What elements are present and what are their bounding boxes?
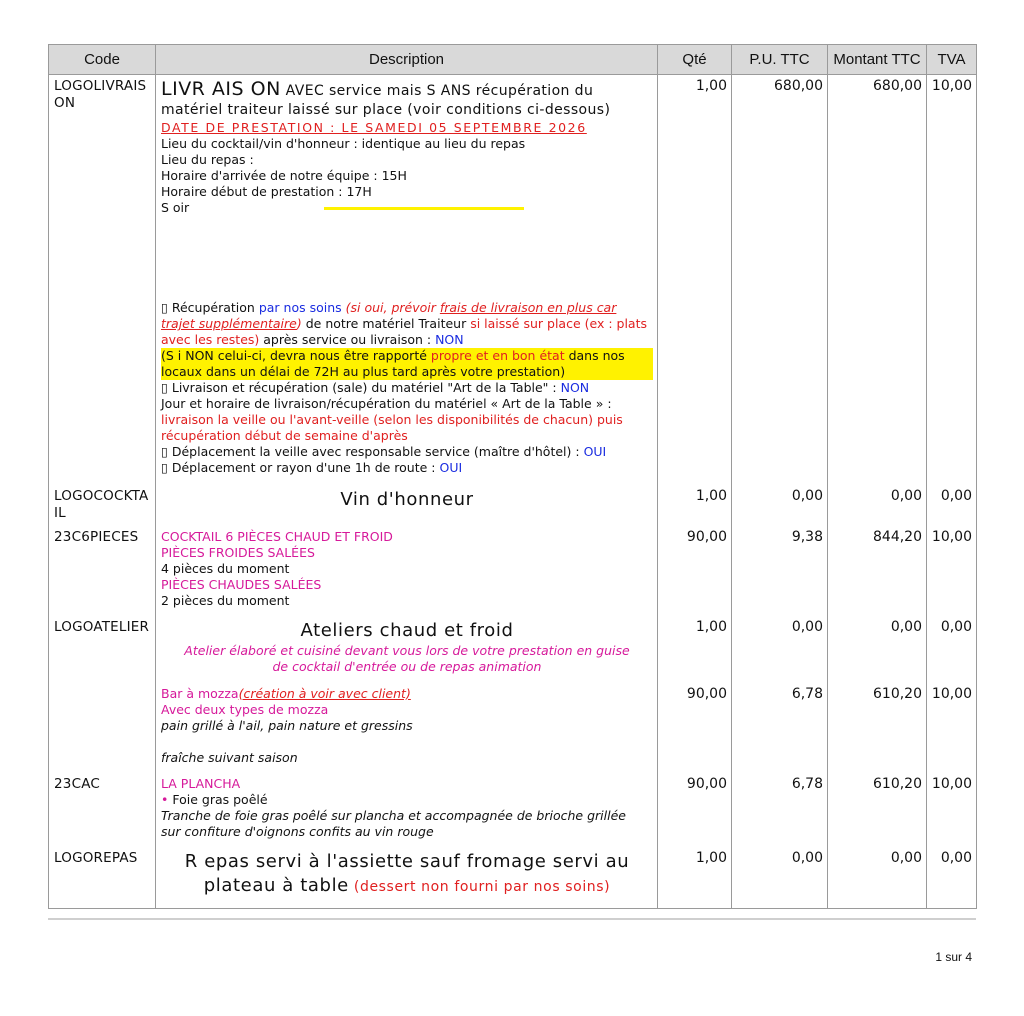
cold-pieces-title: PIÈCES FROIDES SALÉES [161, 544, 315, 560]
table-row [49, 847, 977, 909]
return-text: (S i NON celui-ci, devra nous être rapporté [161, 348, 431, 363]
row-tva: 0,00 [927, 485, 977, 526]
row-qty: 1,00 [658, 485, 732, 526]
table-row [49, 683, 977, 773]
row-description [156, 773, 658, 847]
row-tva: 10,00 [927, 526, 977, 616]
return-delay: dans nos locaux dans un délai de 72H au plus tard après votre prestation) [161, 348, 625, 379]
row-code: LOGOATELIER [49, 616, 156, 683]
travel-radius-answer: OUI [439, 460, 463, 475]
row-qty: 90,00 [658, 773, 732, 847]
row-code: 23CAC [49, 773, 156, 847]
delivery-title: LIVR AIS ON [161, 78, 281, 100]
row-description [156, 616, 658, 683]
row-code: LOGOREPAS [49, 847, 156, 909]
recovery-conditions [161, 300, 653, 348]
mozza-season: fraîche suivant saison [161, 749, 298, 765]
repas-title2: plateau à table [203, 874, 349, 896]
row-description [156, 75, 658, 485]
cocktail-location: Lieu du cocktail/vin d'honneur : identique au lieu du repas [161, 136, 526, 151]
row-description [156, 485, 658, 526]
row-qty: 90,00 [658, 526, 732, 616]
page-indicator: 1 sur 4 [935, 950, 972, 964]
header-description: Description [156, 45, 658, 75]
ateliers-title: Ateliers chaud et froid [300, 619, 514, 641]
header-tva: TVA [927, 45, 977, 75]
delivery-schedule: Jour et horaire de livraison/récupération du matériel « Art de la Table » : [161, 396, 612, 411]
table-row [49, 75, 977, 485]
row-description [156, 683, 658, 773]
mozza-title: Bar à mozza [161, 685, 239, 701]
recovery-text: ▯ Récupération [161, 300, 259, 315]
row-tva: 10,00 [927, 773, 977, 847]
travel-eve: ▯ Déplacement la veille avec responsable service (maître d'hôtel) : [161, 444, 584, 459]
row-description [156, 526, 658, 616]
quote-table [48, 44, 977, 909]
row-amount: 610,20 [828, 683, 927, 773]
row-tva: 0,00 [927, 847, 977, 909]
footer-divider [48, 918, 976, 920]
recovery-answer: NON [435, 332, 464, 347]
plancha-item: Foie gras poêlé [172, 791, 268, 807]
header-amount: Montant TTC [828, 45, 927, 75]
evening-label: S oir [161, 200, 190, 215]
mozza-types: Avec deux types de mozza [161, 701, 329, 717]
cocktail-pieces-title: COCKTAIL 6 PIÈCES CHAUD ET FROID [161, 528, 393, 544]
recovery-fees: frais de livraison en plus car trajet supplémentaire [161, 300, 617, 331]
recovery-by-us: par nos soins [258, 300, 342, 315]
hot-pieces-title: PIÈCES CHAUDES SALÉES [161, 576, 322, 592]
delivery-title-rest: AVEC service mais S ANS récupération du [280, 83, 594, 99]
row-code: 23C6PIECES [49, 526, 156, 616]
cocktail-title: Vin d'honneur [340, 488, 474, 510]
row-unit-price: 9,38 [732, 526, 828, 616]
row-amount: 0,00 [828, 485, 927, 526]
plancha-detail: Tranche de foie gras poêlé sur plancha et accompagnée de brioche grillée [161, 807, 626, 823]
row-unit-price: 680,00 [732, 75, 828, 485]
header-qty: Qté [658, 45, 732, 75]
row-tva: 10,00 [927, 683, 977, 773]
row-qty: 90,00 [658, 683, 732, 773]
return-clean: propre et en bon état [430, 348, 565, 363]
table-art-answer: NON [560, 380, 590, 395]
delivery-schedule-detail: livraison la veille ou l'avant-veille (selon les disponibilités de chacun) puis récupération début de semaine d'après [161, 412, 623, 443]
prestation-date: DATE DE PRESTATION : LE SAMEDI 05 SEPTEMBRE 2026 [161, 120, 587, 135]
row-unit-price: 0,00 [732, 616, 828, 683]
recovery-if-left: si laissé sur place (ex : plats avec les restes) [161, 316, 647, 347]
row-tva: 10,00 [927, 75, 977, 485]
delivery-title-line2: matériel traiteur laissé sur place (voir conditions ci-dessous) [161, 102, 611, 118]
highlight-mark [324, 207, 524, 210]
recovery-note: (si oui, prévoir [341, 300, 440, 315]
hot-pieces-detail: 2 pièces du moment [161, 592, 290, 608]
row-code: LOGOLIVRAISON [49, 75, 156, 485]
row-unit-price: 0,00 [732, 847, 828, 909]
header-code: Code [49, 45, 156, 75]
row-description [156, 847, 658, 909]
row-amount: 844,20 [828, 526, 927, 616]
travel-radius: ▯ Déplacement or rayon d'une 1h de route : [161, 460, 440, 475]
start-time: Horaire début de prestation : 17H [161, 184, 372, 199]
table-row [49, 773, 977, 847]
ateliers-sub2: de cocktail d'entrée ou de repas animation [272, 658, 542, 674]
row-code: LOGOCOCKTAIL [49, 485, 156, 526]
table-row [49, 526, 977, 616]
repas-dessert-note: (dessert non fourni par nos soins) [348, 878, 611, 895]
repas-title: R epas servi à l'assiette sauf fromage servi au [184, 850, 630, 872]
header-unit-price: P.U. TTC [732, 45, 828, 75]
table-row [49, 616, 977, 683]
recovery-after: après service ou livraison : [259, 332, 436, 347]
row-tva: 0,00 [927, 616, 977, 683]
row-qty: 1,00 [658, 616, 732, 683]
row-amount: 0,00 [828, 847, 927, 909]
row-qty: 1,00 [658, 75, 732, 485]
row-amount: 680,00 [828, 75, 927, 485]
table-row [49, 485, 977, 526]
row-unit-price: 6,78 [732, 773, 828, 847]
meal-location: Lieu du repas : [161, 152, 254, 167]
row-unit-price: 6,78 [732, 683, 828, 773]
quote-sheet [48, 44, 976, 909]
mozza-bread: pain grillé à l'ail, pain nature et gressins [161, 717, 413, 733]
bullet-icon: • [161, 791, 173, 807]
table-art-delivery: ▯ Livraison et récupération (sale) du matériel "Art de la Table" : [161, 380, 561, 395]
row-qty: 1,00 [658, 847, 732, 909]
travel-eve-answer: OUI [583, 444, 607, 459]
row-code [49, 683, 156, 773]
table-header [49, 45, 977, 75]
recovery-material: de notre matériel Traiteur [305, 316, 471, 331]
plancha-detail2: sur confiture d'oignons confits au vin rouge [161, 823, 434, 839]
arrival-time: Horaire d'arrivée de notre équipe : 15H [161, 168, 407, 183]
row-unit-price: 0,00 [732, 485, 828, 526]
recovery-note-end: ) [296, 316, 306, 331]
ateliers-sub1: Atelier élaboré et cuisiné devant vous lors de votre prestation en guise [184, 642, 630, 658]
cold-pieces-detail: 4 pièces du moment [161, 560, 290, 576]
plancha-title: LA PLANCHA [161, 775, 241, 791]
mozza-note: (création à voir avec client) [238, 685, 411, 701]
row-amount: 610,20 [828, 773, 927, 847]
row-amount: 0,00 [828, 616, 927, 683]
return-conditions [161, 348, 653, 380]
